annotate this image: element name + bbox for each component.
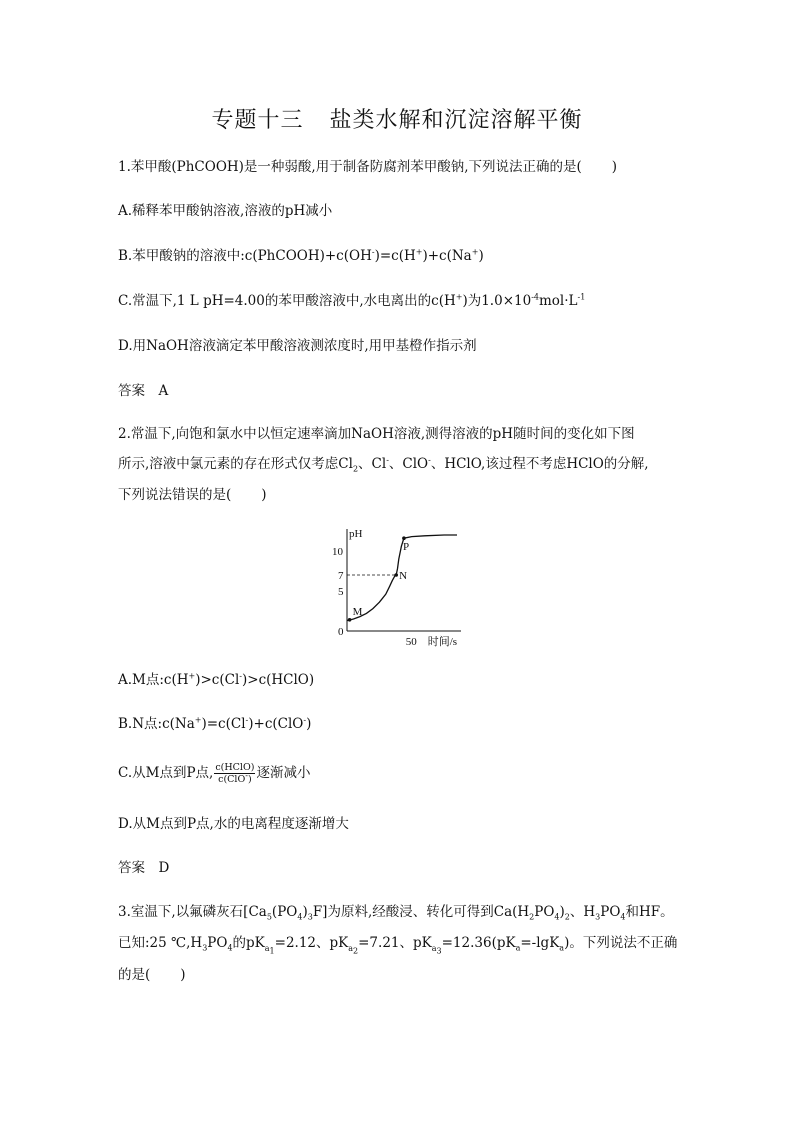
title-topic-name: 盐类水解和沉淀溶解平衡 <box>329 108 583 133</box>
x-axis-label: 时间/s <box>427 636 458 648</box>
q3-stem-line2: 已知:25 $℃,H_3PO_4$的$pK_{a_1}=2.12$、$pK_{a_2}=7.21$、$pK_{a_3}=12.36(pK_a=-\lg K_a)$。下列说法不正确 <box>118 935 678 956</box>
point-p <box>402 536 406 540</box>
q1-option-d: D.用NaOH溶液滴定苯甲酸溶液测浓度时,用甲基橙作指示剂 <box>118 338 477 354</box>
q2-option-b: B.N点:c(Na+)=c(Cl-)+c(ClO-) <box>118 715 312 732</box>
q1-option-a: A.稀释苯甲酸钠溶液,溶液的pH减小 <box>118 203 333 219</box>
q2-stem-line1: 2.常温下,向饱和氯水中以恒定速率滴加NaOH溶液,测得溶液的pH随时间的变化如下图 <box>118 426 635 442</box>
point-label-p: P <box>402 541 410 554</box>
q1-stem: 1.苯甲酸(PhCOOH)是一种弱酸,用于制备防腐剂苯甲酸钠,下列说法正确的是( ) <box>118 159 618 175</box>
ph-time-chart <box>322 523 462 648</box>
q2-stem-line2: 所示,溶液中氯元素的存在形式仅考虑$Cl_2$、Cl-、ClO-、HClO,该过程不考虑HClO的分解, <box>118 455 649 474</box>
concentration-ratio-fraction: $\frac{\text{c(HClO)}}{c(ClO^-)}$ <box>215 762 255 785</box>
title-topic-number: 专题十三 <box>211 108 304 133</box>
point-label-n: N <box>399 570 408 582</box>
y-tick-label: 7 <box>338 570 344 582</box>
q2-option-a: A.M点:c(H+)>c(Cl-)>c(HClO) <box>118 671 315 688</box>
point-m <box>348 618 352 622</box>
x-tick-label: 50 <box>405 636 417 648</box>
y-tick-label: 10 <box>332 546 343 558</box>
q2-option-c: C.从M点到P点, $\frac{\text{c(HClO)}}{c(ClO^-)}$ 逐渐减小 <box>118 762 311 785</box>
point-n <box>394 573 398 577</box>
q1-option-b: B.苯甲酸钠的溶液中:c(PhCOOH)+c(OH-)=c(H+)+c(Na+) <box>118 247 484 264</box>
q2-option-d: D.从M点到P点,水的电离程度逐渐增大 <box>118 816 349 832</box>
q3-stem-line3: 的是( ) <box>118 967 186 983</box>
y-axis-label: pH <box>349 528 363 540</box>
page-title <box>0 103 794 134</box>
q1-answer: 答案 A <box>118 383 169 399</box>
q3-stem-line1: 3.室温下,以氟磷灰石$[Ca_5(PO_4)_3F]$为原料,经酸浸、转化可得到$Ca(H_2PO_4)_2$、$H_3PO_4$和HF。 <box>118 904 674 922</box>
q2-answer: 答案 D <box>118 860 170 876</box>
y-tick-label: 5 <box>338 586 344 598</box>
q1-option-c: C.常温下,1 L pH=4.00的苯甲酸溶液中,水电离出的c(H+)为$1.0\times 10^{-4}mol\cdot L^{-1}$ <box>118 292 586 309</box>
point-label-m: M <box>352 605 363 618</box>
x-tick-label-origin: 0 <box>338 626 344 638</box>
q2-stem-line3: 下列说法错误的是( ) <box>118 487 267 503</box>
